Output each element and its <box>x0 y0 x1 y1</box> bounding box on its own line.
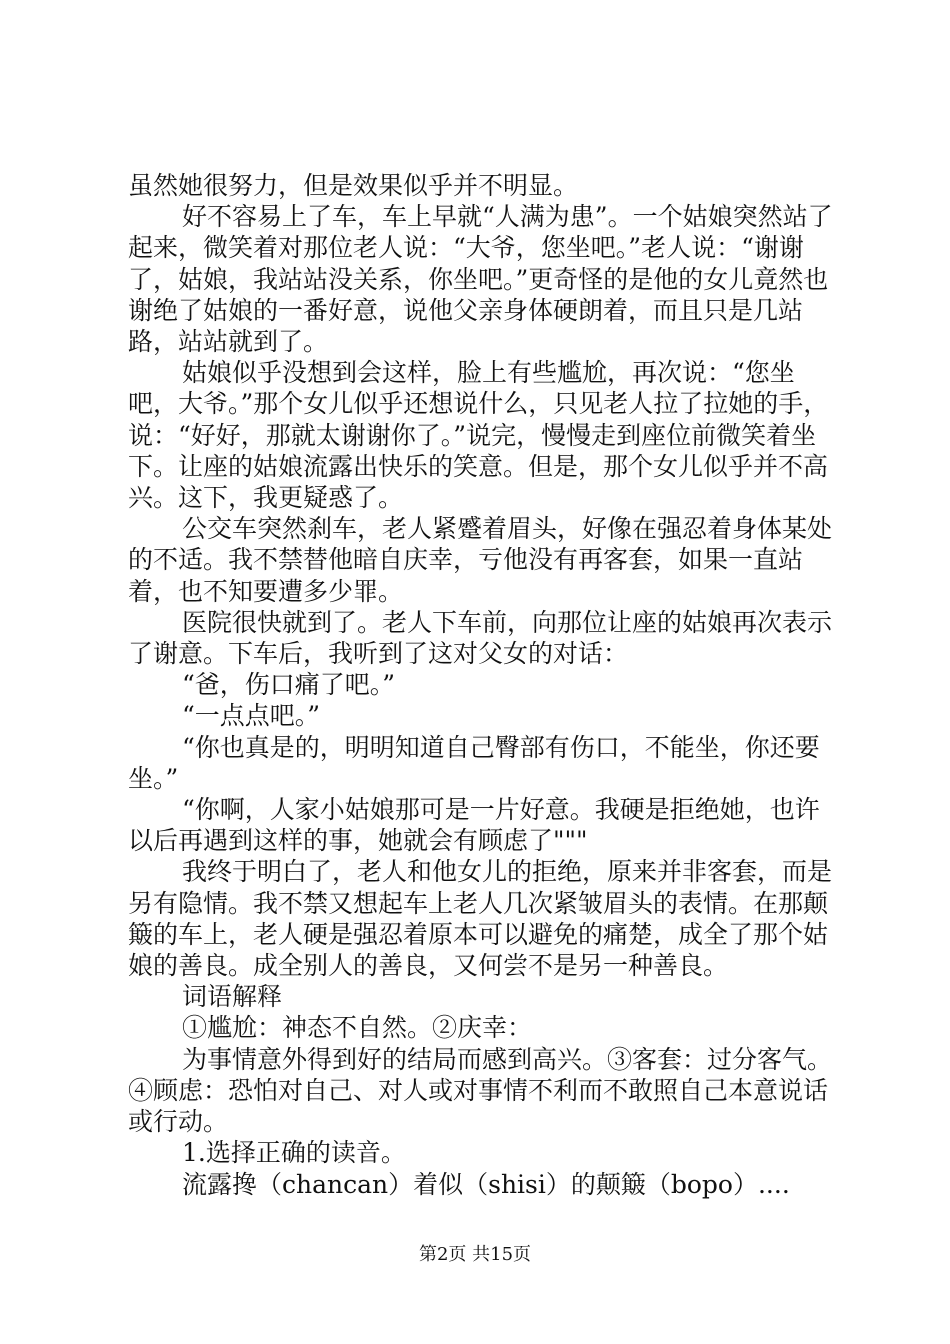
dialogue-line: “一点点吧。” <box>182 701 321 731</box>
dialogue-line: “爸，伤口痛了吧。” <box>182 670 396 700</box>
dialogue-line: “你啊，人家小姑娘那可是一片好意。我硬是拒绝她，也许以后再遇到这样的事，她就会有顾虑了""" <box>128 795 820 856</box>
paragraph: 姑娘似乎没想到会这样，脸上有些尴尬，再次说：“您坐吧，大爷。”那个女儿似乎还想说什么，只见老人拉了拉她的手，说：“好好，那就太谢谢你了。”说完，慢慢走到座位前微笑着坐下。让座的姑娘流露出快乐的笑意。但是，那个女儿似乎并不高兴。这下，我更疑惑了。 <box>128 358 829 513</box>
glossary-line: ①尴尬：神态不自然。②庆幸： <box>182 1013 533 1043</box>
question-line: 流露搀（chancan）着似（shisi）的颠簸（bopo）.... <box>182 1169 790 1199</box>
dialogue-line: “你也真是的，明明知道自己臀部有伤口，不能坐，你还要坐。” <box>128 732 820 793</box>
paragraph: 我终于明白了，老人和他女儿的拒绝，原来并非客套，而是另有隐情。我不禁又想起车上老人几次紧皱眉头的表情。在那颠簸的车上，老人硬是强忍着原本可以避免的痛楚，成全了那个姑娘的善良。成全别人的善良，又何尝不是另一种善良。 <box>128 857 833 981</box>
paragraph: 好不容易上了车，车上早就“人满为患”。一个姑娘突然站了起来，微笑着对那位老人说：“大爷，您坐吧。”老人说：“谢谢了，姑娘，我站站没关系，你坐吧。”更奇怪的是他的女儿竟然也谢绝了姑娘的一番好意，说他父亲身体硬朗着，而且只是几站路，站站就到了。 <box>128 202 833 357</box>
question: 1.选择正确的读音。 <box>182 1138 406 1168</box>
glossary-line: 为事情意外得到好的结局而感到高兴。③客套：过分客气。④顾虑：恐怕对自己、对人或对事情不利而不敢照自己本意说话或行动。 <box>128 1044 833 1137</box>
paragraph: 公交车突然刹车，老人紧蹙着眉头，好像在强忍着身体某处的不适。我不禁替他暗自庆幸，亏他没有再客套，如果一直站着，也不知要遭多少罪。 <box>128 514 833 606</box>
section-heading: 词语解释 <box>182 982 283 1012</box>
paragraph: 医院很快就到了。老人下车前，向那位让座的姑娘再次表示了谢意。下车后，我听到了这对父女的对话： <box>128 607 833 669</box>
paragraph: 虽然她很努力，但是效果似乎并不明显。 <box>128 171 579 200</box>
document-body <box>128 170 838 1200</box>
page-footer: 第2页 共15页 <box>418 1244 532 1265</box>
